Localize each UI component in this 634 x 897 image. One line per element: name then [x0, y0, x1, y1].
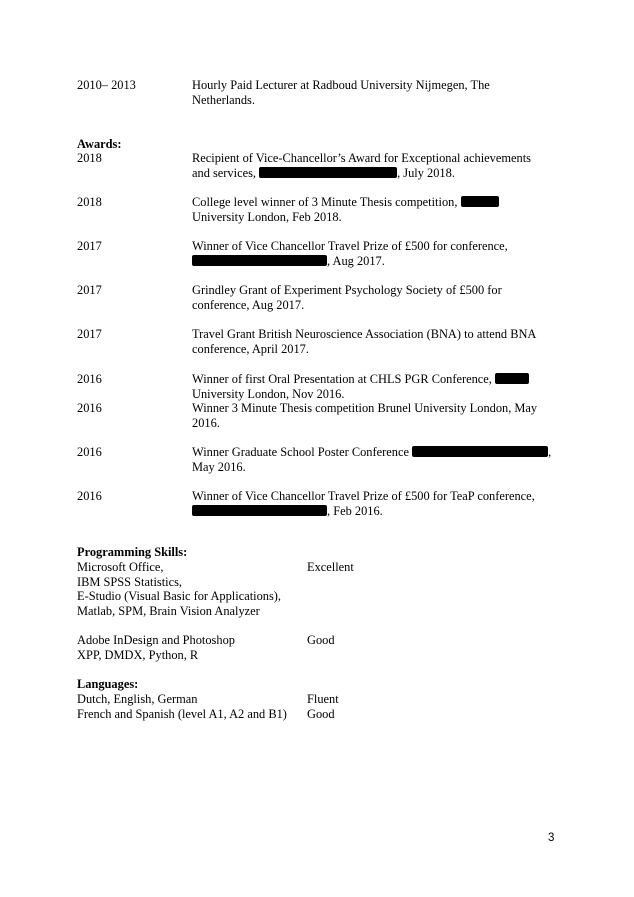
languages-heading: Languages:: [77, 677, 139, 691]
award-line-2: [192, 254, 567, 269]
award-line-1: Winner 3 Minute Thesis competition Brunel University London, May: [192, 401, 538, 415]
skill-item: IBM SPSS Statistics,: [77, 574, 183, 589]
skill-item: Microsoft Office,: [77, 560, 164, 574]
language-level: Good: [307, 707, 335, 721]
programming-skills-heading: Programming Skills:: [77, 545, 188, 559]
award-line-1: [192, 445, 567, 460]
award-description: [192, 372, 567, 401]
skill-item: Matlab, SPM, Brain Vision Analyzer: [77, 603, 260, 618]
award-line-1: Recipient of Vice-Chancellor’s Award for Exceptional achievements: [192, 151, 531, 165]
award-description: [192, 445, 567, 474]
award-text: , Aug 2017.: [327, 253, 385, 268]
award-year: 2016: [77, 489, 102, 503]
award-year: 2017: [77, 327, 102, 341]
employment-line-1: Hourly Paid Lecturer at Radboud University Nijmegen, The: [192, 78, 490, 92]
redaction-bar: [192, 255, 327, 266]
redaction-bar: [495, 373, 529, 384]
award-year: 2016: [77, 445, 102, 459]
redaction-bar: [192, 505, 327, 516]
award-line-2: conference, Aug 2017.: [192, 297, 305, 312]
award-description: [192, 151, 567, 180]
award-line-2: May 2016.: [192, 459, 246, 474]
award-description: [192, 195, 567, 224]
employment-year: 2010– 2013: [77, 78, 136, 92]
award-line-2: University London, Feb 2018.: [192, 209, 342, 224]
award-text: Winner of first Oral Presentation at CHLS PGR Conference,: [192, 372, 496, 386]
award-line-2: [192, 166, 567, 181]
redaction-bar: [461, 196, 499, 207]
language-name: French and Spanish (level A1, A2 and B1): [77, 707, 287, 721]
award-line-2: [192, 504, 567, 519]
language-name: Dutch, English, German: [77, 692, 198, 706]
award-description: [192, 489, 567, 518]
award-description: [192, 283, 567, 312]
award-text: College level winner of 3 Minute Thesis competition,: [192, 195, 461, 209]
employment-description: [192, 78, 567, 107]
skill-item: Adobe InDesign and Photoshop: [77, 633, 235, 647]
award-year: 2018: [77, 151, 102, 165]
award-line-1: Travel Grant British Neuroscience Association (BNA) to attend BNA: [192, 327, 537, 341]
award-line-1: Winner of Vice Chancellor Travel Prize of £500 for conference,: [192, 239, 508, 253]
page-number: 3: [548, 832, 555, 844]
award-year: 2016: [77, 401, 102, 415]
award-line-2: University London, Nov 2016.: [192, 386, 345, 401]
redaction-bar: [412, 446, 548, 457]
award-text: Winner Graduate School Poster Conference: [192, 445, 413, 459]
award-year: 2016: [77, 372, 102, 386]
award-text: ,: [548, 445, 552, 459]
award-year: 2018: [77, 195, 102, 209]
awards-heading: Awards:: [77, 137, 122, 151]
award-description: [192, 401, 567, 430]
skill-level: Good: [307, 633, 335, 647]
award-year: 2017: [77, 239, 102, 253]
award-text: , July 2018.: [397, 165, 455, 180]
skills-group-good: [77, 633, 307, 662]
skill-item: XPP, DMDX, Python, R: [77, 647, 199, 662]
award-line-2: 2016.: [192, 415, 220, 430]
redaction-bar: [259, 167, 397, 178]
skill-level: Excellent: [307, 560, 354, 574]
skills-group-excellent: [77, 560, 307, 618]
award-year: 2017: [77, 283, 102, 297]
award-description: [192, 327, 567, 356]
award-text: , Feb 2016.: [327, 503, 383, 518]
employment-line-2: Netherlands.: [192, 92, 255, 107]
skill-item: E-Studio (Visual Basic for Applications),: [77, 589, 282, 604]
award-text: and services,: [192, 165, 260, 180]
award-line-2: conference, April 2017.: [192, 341, 309, 356]
award-line-1: [192, 195, 567, 210]
award-line-1: [192, 372, 567, 387]
award-line-1: Winner of Vice Chancellor Travel Prize of £500 for TeaP conference,: [192, 489, 535, 503]
award-description: [192, 239, 567, 268]
language-level: Fluent: [307, 692, 339, 706]
award-line-1: Grindley Grant of Experiment Psychology Society of £500 for: [192, 283, 502, 297]
